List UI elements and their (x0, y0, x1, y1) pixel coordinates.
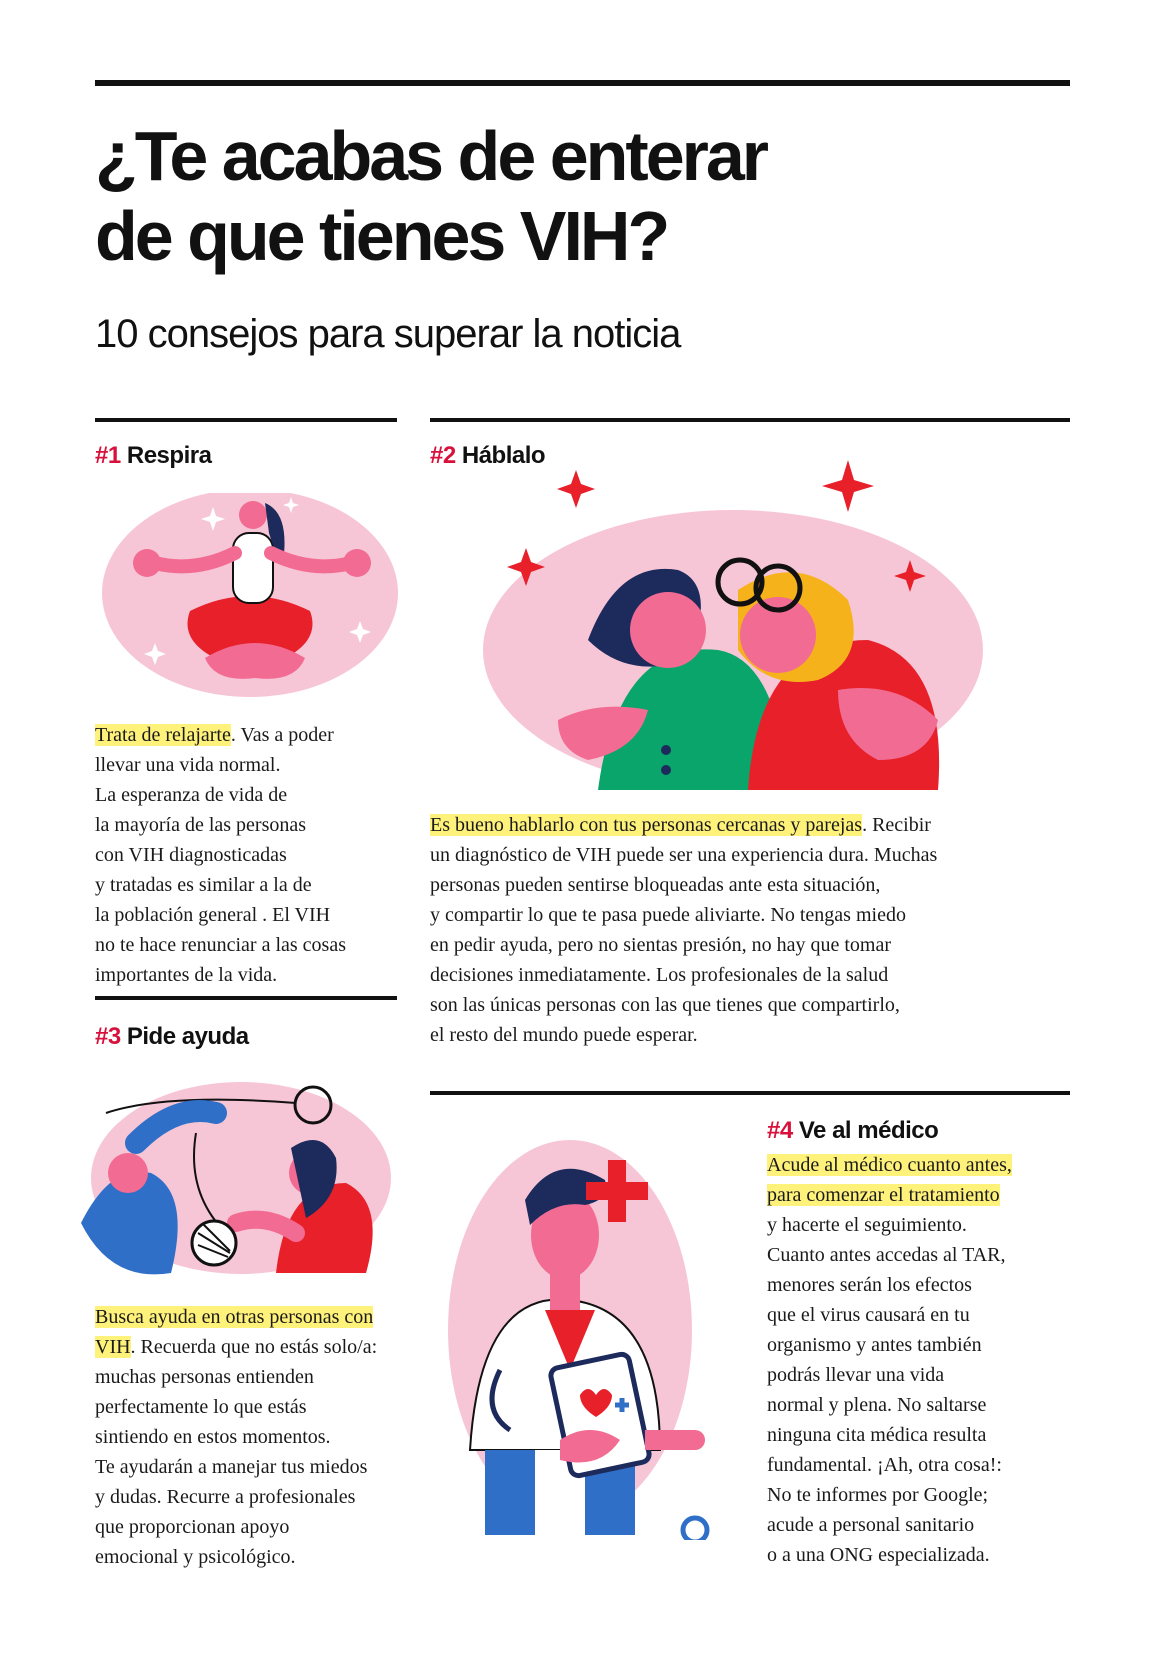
tip-1-line: con VIH diagnosticadas (95, 844, 287, 866)
tip-2-line: son las únicas personas con las que tienes que compartirlo, (430, 994, 900, 1016)
tip-4-line: menores serán los efectos (767, 1274, 972, 1296)
tip-1-highlight: Trata de relajarte (95, 724, 231, 746)
tip-2-line: en pedir ayuda, pero no sientas presión, no hay que tomar (430, 934, 891, 956)
tip-1-line: llevar una vida normal. (95, 754, 281, 776)
tip-4-line: podrás llevar una vida (767, 1364, 945, 1386)
tip-1-line: . Vas a poder (230, 724, 334, 746)
tip-4-line: Cuanto antes accedas al TAR, (767, 1244, 1006, 1266)
section-4-rule (430, 1091, 1070, 1095)
page-title-line-2: de que tienes VIH? (95, 197, 668, 275)
tip-1-text (95, 720, 405, 990)
tip-3-title: Pide ayuda (126, 1023, 249, 1050)
tip-3-line: emocional y psicológico. (95, 1546, 296, 1568)
tip-2-line: . Recibir (862, 814, 931, 836)
tip-4-line: fundamental. ¡Ah, otra cosa!: (767, 1454, 1002, 1476)
tip-4-text (767, 1150, 1067, 1570)
section-1-rule (95, 418, 397, 422)
tip-3-line: sintiendo en estos momentos. (95, 1426, 331, 1448)
tip-2-line: y compartir lo que te pasa puede aliviarte. No tengas miedo (430, 904, 906, 926)
tip-2-line: decisiones inmediatamente. Los profesionales de la salud (430, 964, 889, 986)
ring-icon (683, 1518, 707, 1540)
tip-2-number: #2 (430, 442, 456, 469)
tip-3-line: muchas personas entienden (95, 1366, 314, 1388)
page-subtitle: 10 consejos para superar la noticia (95, 312, 681, 356)
tip-3-line: que proporcionan apoyo (95, 1516, 290, 1538)
tip-2-title: Háblalo (461, 442, 546, 469)
tip-3-highlight-line-1: Busca ayuda en otras personas con (95, 1306, 374, 1328)
tip-4-line: ninguna cita médica resulta (767, 1424, 987, 1446)
tip-4-line: y hacerte el seguimiento. (767, 1214, 967, 1236)
tip-4-heading (767, 1117, 938, 1145)
tip-1-line: importantes de la vida. (95, 964, 278, 986)
tip-4-number: #4 (767, 1117, 793, 1144)
tip-3-number: #3 (95, 1023, 121, 1050)
tip-3-line: Te ayudarán a manejar tus miedos (95, 1456, 368, 1478)
tip-1-number: #1 (95, 442, 121, 469)
tip-2-line: personas pueden sentirse bloqueadas ante esta situación, (430, 874, 881, 896)
tip-1-line: y tratadas es similar a la de (95, 874, 312, 896)
tip-4-highlight-line-2: para comenzar el tratamiento (767, 1184, 1000, 1206)
tip-4-line: acude a personal sanitario (767, 1514, 975, 1536)
tip-3-line: perfectamente lo que estás (95, 1396, 307, 1418)
tip-3-text (95, 1302, 415, 1572)
tip-2-line: un diagnóstico de VIH puede ser una experiencia dura. Muchas (430, 844, 938, 866)
tip-1-line: La esperanza de vida de (95, 784, 288, 806)
tip-4-line: No te informes por Google; (767, 1484, 989, 1506)
tip-4-line: normal y plena. No saltarse (767, 1394, 987, 1416)
tip-2-text (430, 810, 1070, 1050)
tip-4-title: Ve al médico (798, 1117, 939, 1144)
tip-2-illustration-two-people-hugging (478, 460, 998, 800)
page-title (95, 116, 766, 276)
tip-4-line: o a una ONG especializada. (767, 1544, 990, 1566)
tip-4-illustration-doctor-with-clipboard (440, 1140, 740, 1540)
section-2-rule (430, 418, 1070, 422)
section-3-rule (95, 996, 397, 1000)
tip-1-heading (95, 442, 211, 470)
tip-2-line: el resto del mundo puede esperar. (430, 1024, 698, 1046)
tip-1-illustration-meditating-person (95, 493, 400, 703)
tip-3-illustration-people-untangling-yarn (76, 1073, 396, 1283)
tip-3-line: . Recuerda que no estás solo/a: (130, 1336, 378, 1358)
top-rule (95, 80, 1070, 86)
tip-3-heading (95, 1023, 249, 1051)
tip-4-highlight-line-1: Acude al médico cuanto antes, (767, 1154, 1012, 1176)
tip-1-line: la mayoría de las personas (95, 814, 307, 836)
tip-4-line: que el virus causará en tu (767, 1304, 970, 1326)
tip-1-line: no te hace renunciar a las cosas (95, 934, 346, 956)
tip-2-highlight: Es bueno hablarlo con tus personas cercanas y parejas (430, 814, 863, 836)
tip-1-title: Respira (126, 442, 212, 469)
tip-4-line: organismo y antes también (767, 1334, 982, 1356)
tip-3-line: y dudas. Recurre a profesionales (95, 1486, 356, 1508)
page-title-line-1: ¿Te acabas de enterar (95, 117, 767, 195)
tip-1-line: la población general . El VIH (95, 904, 331, 926)
tip-3-highlight-line-2: VIH (95, 1336, 131, 1358)
